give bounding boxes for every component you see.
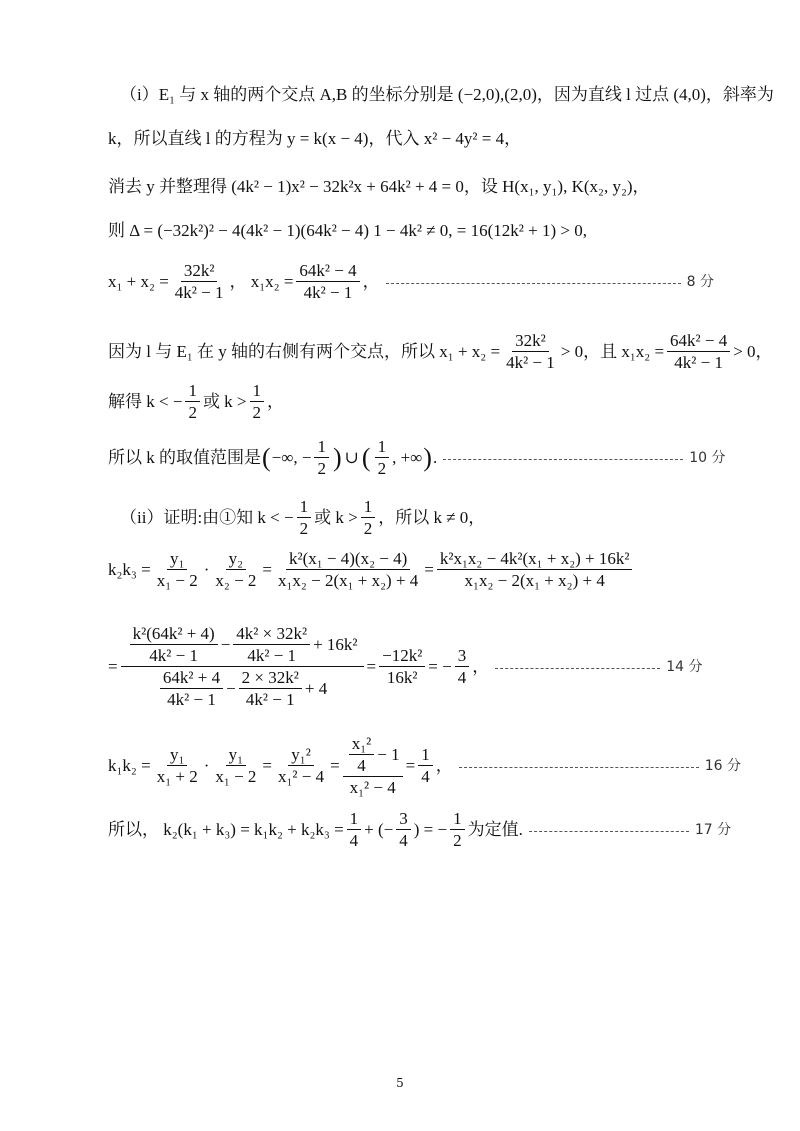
y1-denominator: x₁ − 2 [156, 571, 198, 590]
c4-fraction [239, 669, 302, 708]
c4-denominator: 4k² − 1 [245, 690, 295, 709]
result-denominator: 16k² [386, 668, 418, 687]
result-numerator: −12k² [379, 647, 425, 667]
half-fraction-2 [250, 382, 265, 421]
minus-1: − 1 [377, 745, 400, 764]
paren: ( [262, 442, 271, 472]
three-quarters-fraction [455, 647, 470, 686]
condition-sum-denominator: 4k² − 1 [506, 353, 555, 372]
c1-numerator: k²(64k² + 4) [130, 625, 218, 645]
plus-16k2: + 16k² [313, 635, 358, 654]
quarter-fraction [418, 746, 433, 785]
y1-numerator: y₁ [167, 550, 187, 570]
constant-text: 为定值. [467, 820, 523, 839]
comma: ， [362, 272, 380, 291]
product-fraction [296, 262, 359, 301]
f4-denominator: x₁x₂ − 2(x₁ + x₂) + 4 [464, 571, 605, 590]
k4-numerator [343, 735, 403, 777]
text-line-3-content: 消去 y 并整理得 (4k² − 1)x² − 32k²x + 64k² + 4 = 0，设 H(x₁, y₁), K(x₂, y₂)， [108, 177, 650, 196]
equals: = [366, 657, 377, 676]
y2-denominator: x₂ − 2 [215, 571, 257, 590]
equals: = [424, 560, 434, 579]
proof-intro-line [120, 498, 485, 537]
k2-denominator: x₁ − 2 [215, 767, 257, 786]
half-numerator: 1 [450, 810, 465, 830]
conclusion-line [108, 810, 731, 849]
c1-denominator: 4k² − 1 [149, 646, 198, 665]
k4-inner-numerator: x₁² [349, 735, 375, 755]
k4-fraction [343, 735, 403, 796]
conclusion-three-quarters [396, 810, 411, 849]
half-numerator: 1 [314, 438, 329, 458]
sum-product-line [108, 262, 714, 301]
equals: = [108, 657, 118, 676]
equals: = [330, 756, 340, 775]
k1k2-line [108, 735, 741, 796]
page-number: 5 [396, 1076, 404, 1090]
q-denominator: 4 [349, 831, 359, 850]
half-fraction-1 [185, 382, 200, 421]
k3-numerator: y₁² [288, 746, 314, 766]
result-fraction [379, 647, 425, 686]
q-numerator: 1 [418, 746, 433, 766]
half-denominator: 2 [188, 403, 197, 422]
y2-fraction [212, 550, 259, 589]
compound-fraction [121, 625, 364, 708]
paren: ) [332, 442, 342, 472]
c2-denominator: 4k² − 1 [247, 646, 297, 665]
half-denominator: 2 [453, 831, 462, 850]
solve-text: 解得 k < − [108, 392, 183, 411]
text-line-4-content: 则 Δ = (−32k²)² − 4(4k² − 1)(64k² − 4) 1 − 4k² ≠ 0, = 16(12k² + 1) > 0, [108, 221, 587, 240]
f3-numerator: k²(x₁ − 4)(x₂ − 4) [286, 550, 410, 570]
solve-or: 或 k > [202, 392, 247, 411]
score-17: 17 分 [694, 821, 732, 838]
half-numerator: 1 [185, 382, 200, 402]
score-8: 8 分 [686, 273, 714, 290]
k2-fraction [212, 746, 259, 785]
score-16: 16 分 [704, 757, 741, 774]
half-denominator: 2 [317, 459, 326, 478]
compound-line [108, 625, 703, 708]
conclusion-text: 所以， k₂(k₁ + k₃) = k₁k₂ + k₂k₃ = [108, 820, 344, 839]
comma: ， [472, 657, 490, 676]
tq-denominator: 4 [457, 668, 467, 687]
c1-fraction [130, 625, 218, 664]
q-denominator: 4 [421, 767, 430, 786]
minus: − [220, 635, 231, 654]
conclusion-quarter [347, 810, 362, 849]
k4-denominator: x₁² − 4 [349, 778, 396, 797]
range-line [108, 438, 725, 477]
proof-intro-end: ，所以 k ≠ 0， [378, 508, 486, 527]
f4-numerator: k²x₁x₂ − 4k²(x₁ + x₂) + 16k² [437, 550, 633, 570]
condition-product-denominator: 4k² − 1 [674, 353, 723, 372]
score-dashes [443, 459, 683, 460]
half-numerator: 1 [361, 498, 376, 518]
half-denominator: 2 [252, 403, 262, 422]
sum-denominator: 4k² − 1 [174, 283, 224, 302]
solve-line [108, 382, 284, 421]
product-denominator: 4k² − 1 [303, 283, 353, 302]
condition-line [108, 332, 773, 371]
union-symbol: ∪ [344, 448, 359, 467]
paren: ) [423, 442, 432, 472]
c3-fraction [160, 669, 223, 708]
proof-half-1 [297, 498, 312, 537]
tq-numerator: 3 [455, 647, 470, 667]
half-numerator: 1 [375, 438, 390, 458]
range-end: . [432, 448, 438, 467]
proof-half-2 [361, 498, 376, 537]
plus-paren: + (− [364, 820, 394, 839]
half-denominator: 2 [363, 519, 373, 538]
score-dashes [529, 831, 689, 832]
c2-numerator: 4k² × 32k² [233, 625, 310, 645]
product-numerator: 64k² − 4 [296, 262, 359, 282]
k2k3-label: k₂k₃ = [108, 560, 151, 579]
y2-numerator: y₂ [226, 550, 246, 570]
sum-fraction [172, 262, 227, 301]
k3-denominator: x₁² − 4 [278, 767, 325, 786]
tq-numerator: 3 [396, 810, 411, 830]
text-line-4 [108, 222, 587, 239]
condition-product-fraction [667, 332, 730, 371]
dot: · [203, 756, 210, 775]
half-numerator: 1 [297, 498, 312, 518]
compound-denominator [151, 667, 333, 708]
half-denominator: 2 [299, 519, 309, 538]
proof-intro-text: （ii）证明:由①知 k < − [120, 508, 294, 527]
paren: ( [361, 442, 371, 472]
minus: − [226, 679, 236, 698]
equals: = [262, 560, 272, 579]
range-half-2 [375, 438, 390, 477]
half-denominator: 2 [377, 459, 387, 478]
k2k3-fraction-4 [437, 550, 633, 589]
comma: ， [435, 756, 453, 775]
text-line-3 [108, 178, 650, 195]
equals: = [262, 756, 272, 775]
range-left: −∞, − [271, 448, 312, 467]
product-label: ， x₁x₂ = [229, 272, 294, 291]
proof-or: 或 k > [314, 508, 358, 527]
k1-numerator: y₁ [167, 746, 187, 766]
equals: = [405, 756, 416, 775]
score-dashes [386, 283, 681, 284]
c3-denominator: 4k² − 1 [167, 690, 216, 709]
k2k3-line [108, 550, 635, 589]
c3-numerator: 64k² + 4 [160, 669, 223, 689]
equals-minus: = − [428, 657, 452, 676]
range-text: 所以 k 的取值范围是 [108, 448, 261, 467]
f3-denominator: x₁x₂ − 2(x₁ + x₂) + 4 [278, 571, 419, 590]
y1-fraction [154, 550, 201, 589]
k3-fraction [275, 746, 327, 785]
condition-sum-fraction [503, 332, 558, 371]
score-dashes [459, 767, 699, 768]
condition-product-numerator: 64k² − 4 [667, 332, 730, 352]
conclusion-half [450, 810, 465, 849]
range-right: , +∞ [392, 448, 423, 467]
k4-inner-denominator: 4 [357, 756, 366, 775]
k2k3-fraction-3 [275, 550, 421, 589]
compound-numerator [121, 625, 364, 667]
text-line-2 [108, 130, 521, 147]
sum-numerator: 32k² [181, 262, 218, 282]
condition-product-label: > 0，且 x₁x₂ = [560, 342, 665, 361]
k1k2-label: k₁k₂ = [108, 756, 151, 775]
text-line-1-content: （i）E₁ 与 x 轴的两个交点 A,B 的坐标分别是 (−2,0),(2,0)，因为直线 l 过点 (4,0)，斜率为 [120, 85, 774, 104]
condition-end: > 0， [733, 342, 773, 361]
k2-numerator: y₁ [226, 746, 246, 766]
text-line-1 [120, 86, 774, 103]
close-equals: ) = − [413, 820, 448, 839]
c4-numerator: 2 × 32k² [239, 669, 302, 689]
q-numerator: 1 [347, 810, 362, 830]
k1-denominator: x₁ + 2 [156, 767, 198, 786]
sum-label: x₁ + x₂ = [108, 272, 169, 291]
condition-sum-numerator: 32k² [512, 332, 549, 352]
tq-denominator: 4 [399, 831, 408, 850]
score-dashes [495, 668, 660, 669]
score-10: 10 分 [689, 449, 726, 466]
score-14: 14 分 [666, 658, 703, 675]
plus-4: + 4 [304, 679, 328, 698]
k1-fraction [154, 746, 201, 785]
c2-fraction [233, 625, 310, 664]
range-half-1 [314, 438, 329, 477]
k4-inner-fraction [349, 735, 375, 774]
solve-end: ， [267, 392, 285, 411]
half-numerator: 1 [250, 382, 265, 402]
condition-text: 因为 l 与 E₁ 在 y 轴的右侧有两个交点，所以 x₁ + x₂ = [108, 342, 501, 361]
dot: · [203, 560, 210, 579]
text-line-2-content: k，所以直线 l 的方程为 y = k(x − 4)，代入 x² − 4y² = 4， [108, 129, 522, 148]
